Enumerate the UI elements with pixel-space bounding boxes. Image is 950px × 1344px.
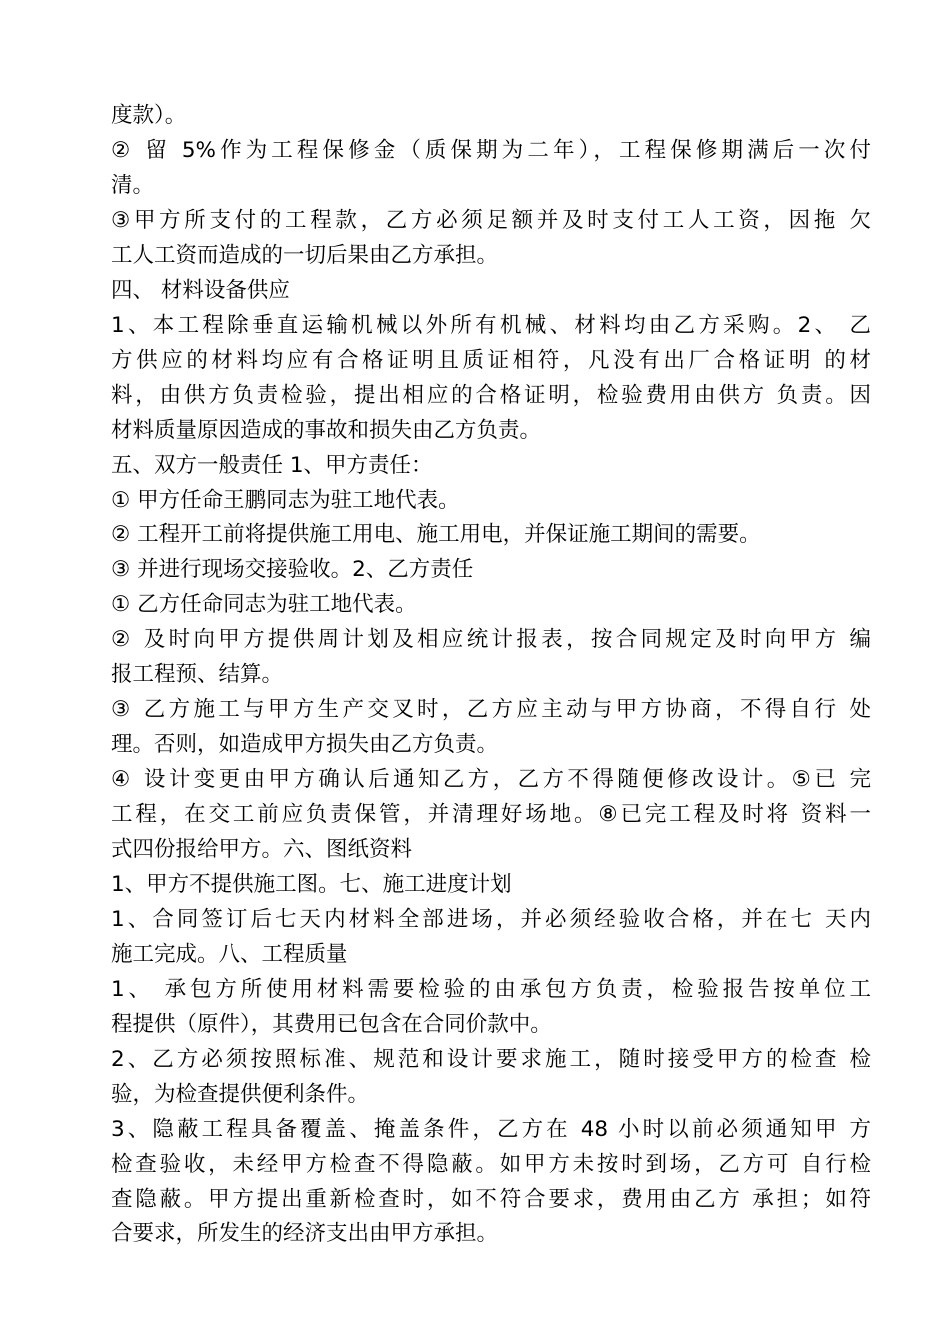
text-line: 3、隐蔽工程具备覆盖、掩盖条件，乙方在 48 小时以前必须通知甲 方 (111, 1116, 871, 1142)
text-line: 式四份报给甲方。六、图纸资料 (111, 837, 413, 862)
text-line: 材料质量原因造成的事故和损失由乙方负责。 (111, 417, 542, 443)
text-line: 清。 (111, 172, 155, 198)
text-line: 检查验收，未经甲方检查不得隐蔽。如甲方未按时到场，乙方可 自行检 (111, 1151, 871, 1177)
text-line: 理。否则，如造成甲方损失由乙方负责。 (111, 732, 499, 758)
text-line: 工程，在交工前应负责保管，并清理好场地。⑧已完工程及时将 资料一 (111, 802, 871, 827)
text-line: 方供应的材料均应有合格证明且质证相符，凡没有出厂合格证明 的材 (111, 347, 871, 373)
text-line: 五、双方一般责任 1、甲方责任： (111, 452, 433, 478)
text-line: ④ 设计变更由甲方确认后通知乙方，乙方不得随便修改设计。⑤已 完 (111, 767, 871, 793)
text-line: 1、本工程除垂直运输机械以外所有机械、材料均由乙方采购。2、 乙 (111, 312, 871, 338)
text-line: ② 及时向甲方提供周计划及相应统计报表，按合同规定及时向甲方 编 (111, 627, 871, 653)
text-line: 工人工资而造成的一切后果由乙方承担。 (111, 242, 499, 268)
text-line: 1、 承包方所使用材料需要检验的由承包方负责，检验报告按单位工 (111, 976, 871, 1002)
text-line: 四、 材料设备供应 (111, 277, 290, 303)
text-line: 2、乙方必须按照标准、规范和设计要求施工，随时接受甲方的检查 检 (111, 1046, 871, 1072)
text-line: ③ 乙方施工与甲方生产交叉时，乙方应主动与甲方协商，不得自行 处 (111, 697, 871, 723)
text-line: ① 甲方任命王鹏同志为驻工地代表。 (111, 487, 460, 513)
text-line: 验，为检查提供便利条件。 (111, 1081, 370, 1107)
text-line: 报工程预、结算。 (111, 662, 284, 688)
text-line: ① 乙方任命同志为驻工地代表。 (111, 592, 417, 618)
text-line: 料，由供方负责检验，提出相应的合格证明，检验费用由供方 负责。因 (111, 382, 871, 408)
text-line: ② 工程开工前将提供施工用电、施工用电，并保证施工期间的需要。 (111, 522, 761, 548)
text-line: 查隐蔽。甲方提出重新检查时，如不符合要求，费用由乙方 承担；如符 (111, 1186, 871, 1212)
text-line: ② 留 5%作为工程保修金（质保期为二年），工程保修期满后一次付 (111, 137, 871, 163)
text-line: 施工完成。八、工程质量 (111, 941, 348, 967)
text-line: 1、甲方不提供施工图。七、施工进度计划 (111, 871, 512, 897)
text-line: ③ 并进行现场交接验收。2、乙方责任 (111, 557, 474, 583)
text-line: 1、合同签订后七天内材料全部进场，并必须经验收合格，并在七 天内 (111, 906, 871, 932)
text-line: ③甲方所支付的工程款，乙方必须足额并及时支付工人工资，因拖 欠 (111, 207, 871, 233)
text-line: 合要求，所发生的经济支出由甲方承担。 (111, 1221, 499, 1247)
text-line: 度款）。 (111, 103, 187, 128)
text-line: 程提供（原件），其费用已包含在合同价款中。 (111, 1011, 552, 1037)
